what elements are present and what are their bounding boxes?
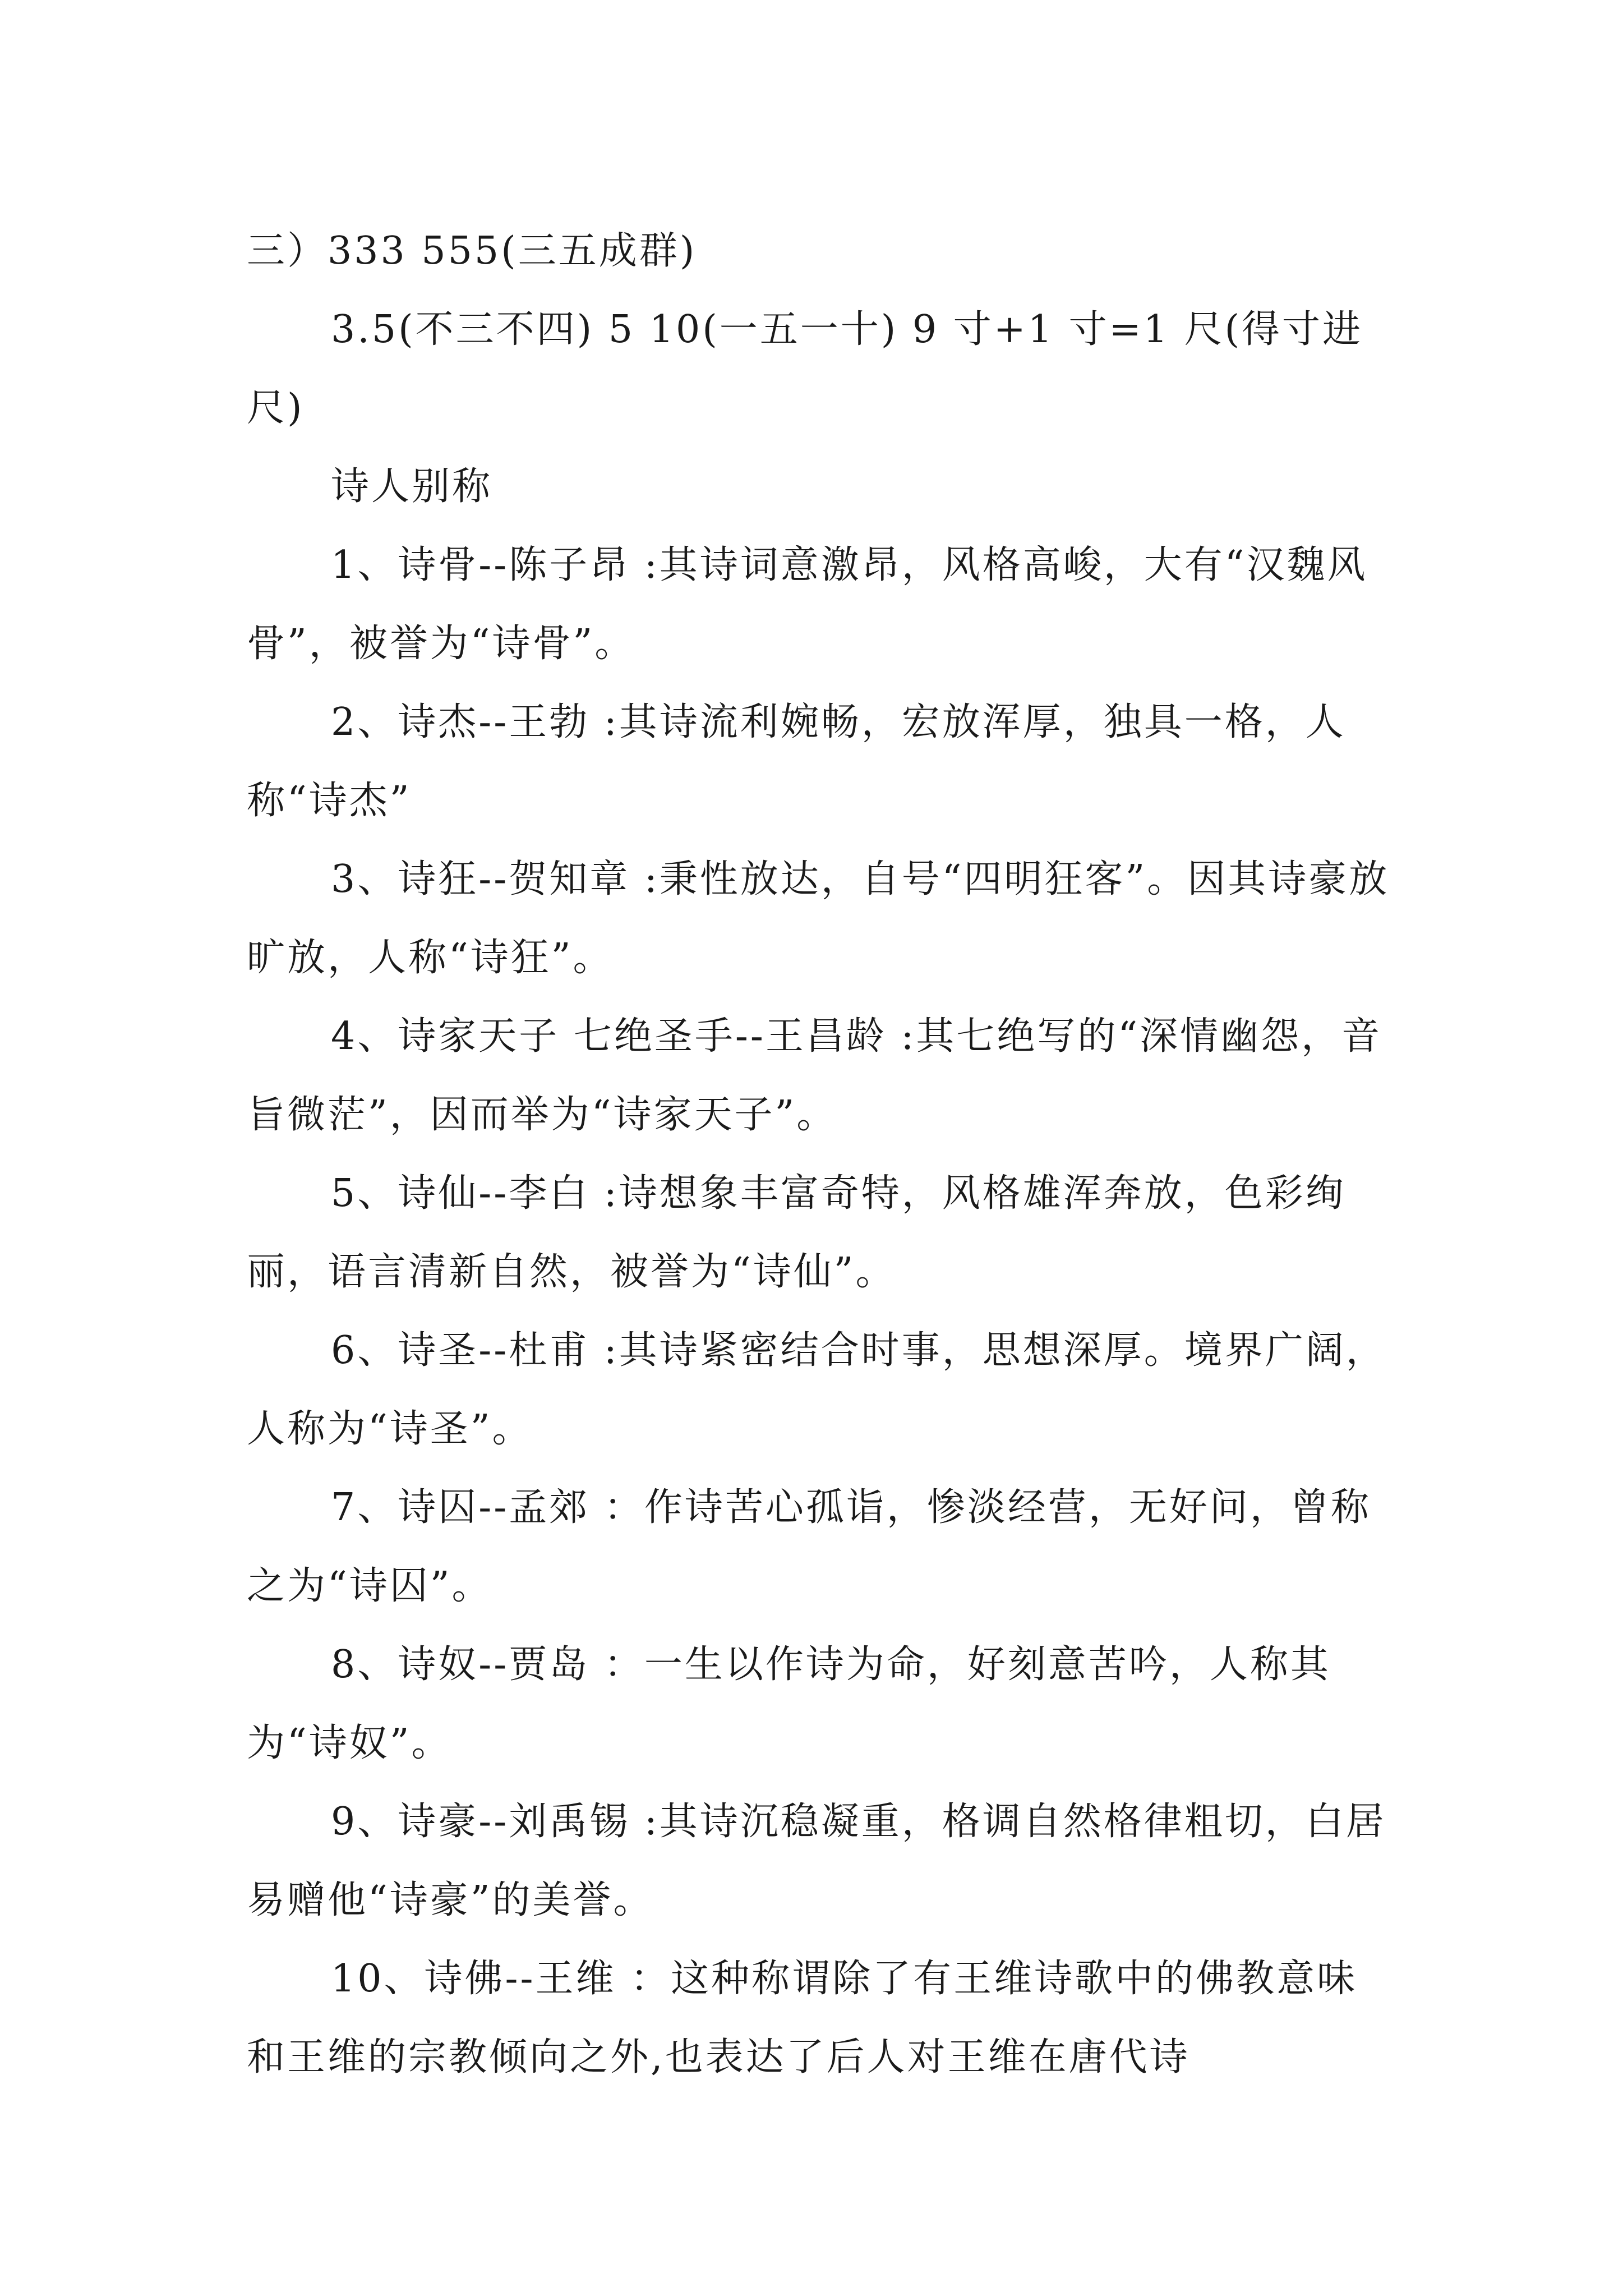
list-item-poet-9: 9、诗豪--刘禹锡 :其诗沉稳凝重，格调自然格律粗切，白居易赠他“诗豪”的美誉。 bbox=[247, 1800, 1386, 1922]
document-body bbox=[247, 212, 1391, 2097]
list-item-poet-6: 6、诗圣--杜甫 :其诗紧密结合时事，思想深厚。境界广阔，人称为“诗圣”。 bbox=[247, 1328, 1386, 1451]
list-item-poet-1: 1、诗骨--陈子昂 :其诗词意激昂，风格高峻，大有“汉魏风骨”，被誉为“诗骨”。 bbox=[247, 543, 1368, 666]
list-item-poet-10: 10、诗佛--王维 ：这种称谓除了有王维诗歌中的佛教意味和王维的宗教倾向之外,也表达了后人对王维在唐代诗 bbox=[247, 1957, 1358, 2079]
list-item-poet-7: 7、诗囚--孟郊 ：作诗苦心孤诣，惨淡经营，无好问，曾称之为“诗囚”。 bbox=[247, 1485, 1371, 1608]
list-item-poet-2: 2、诗杰--王勃 :其诗流利婉畅，宏放浑厚，独具一格，人称“诗杰” bbox=[247, 700, 1346, 823]
list-item-poet-8: 8、诗奴--贾岛 ：一生以作诗为命，好刻意苦吟，人称其为“诗奴”。 bbox=[247, 1642, 1331, 1765]
section-heading-poet-nicknames: 诗人别称 bbox=[331, 464, 493, 509]
list-item-poet-4: 4、诗家天子 七绝圣手--王昌龄 :其七绝写的“深情幽怨，音旨微茫”，因而举为“诗家天子”。 bbox=[247, 1014, 1382, 1137]
list-item-poet-5: 5、诗仙--李白 :诗想象丰富奇特，风格雄浑奔放，色彩绚丽，语言清新自然，被誉为“诗仙”。 bbox=[247, 1171, 1346, 1294]
paragraph-idiom-numbers: 3.5(不三不四) 5 10(一五一十) 9 寸+1 寸=1 尺(得寸进尺) bbox=[247, 307, 1363, 430]
list-item-poet-3: 3、诗狂--贺知章 :秉性放达，自号“四明狂客”。因其诗豪放旷放，人称“诗狂”。 bbox=[247, 857, 1390, 980]
paragraph-idiom-number-heading: 三）333 555(三五成群) bbox=[247, 229, 697, 273]
